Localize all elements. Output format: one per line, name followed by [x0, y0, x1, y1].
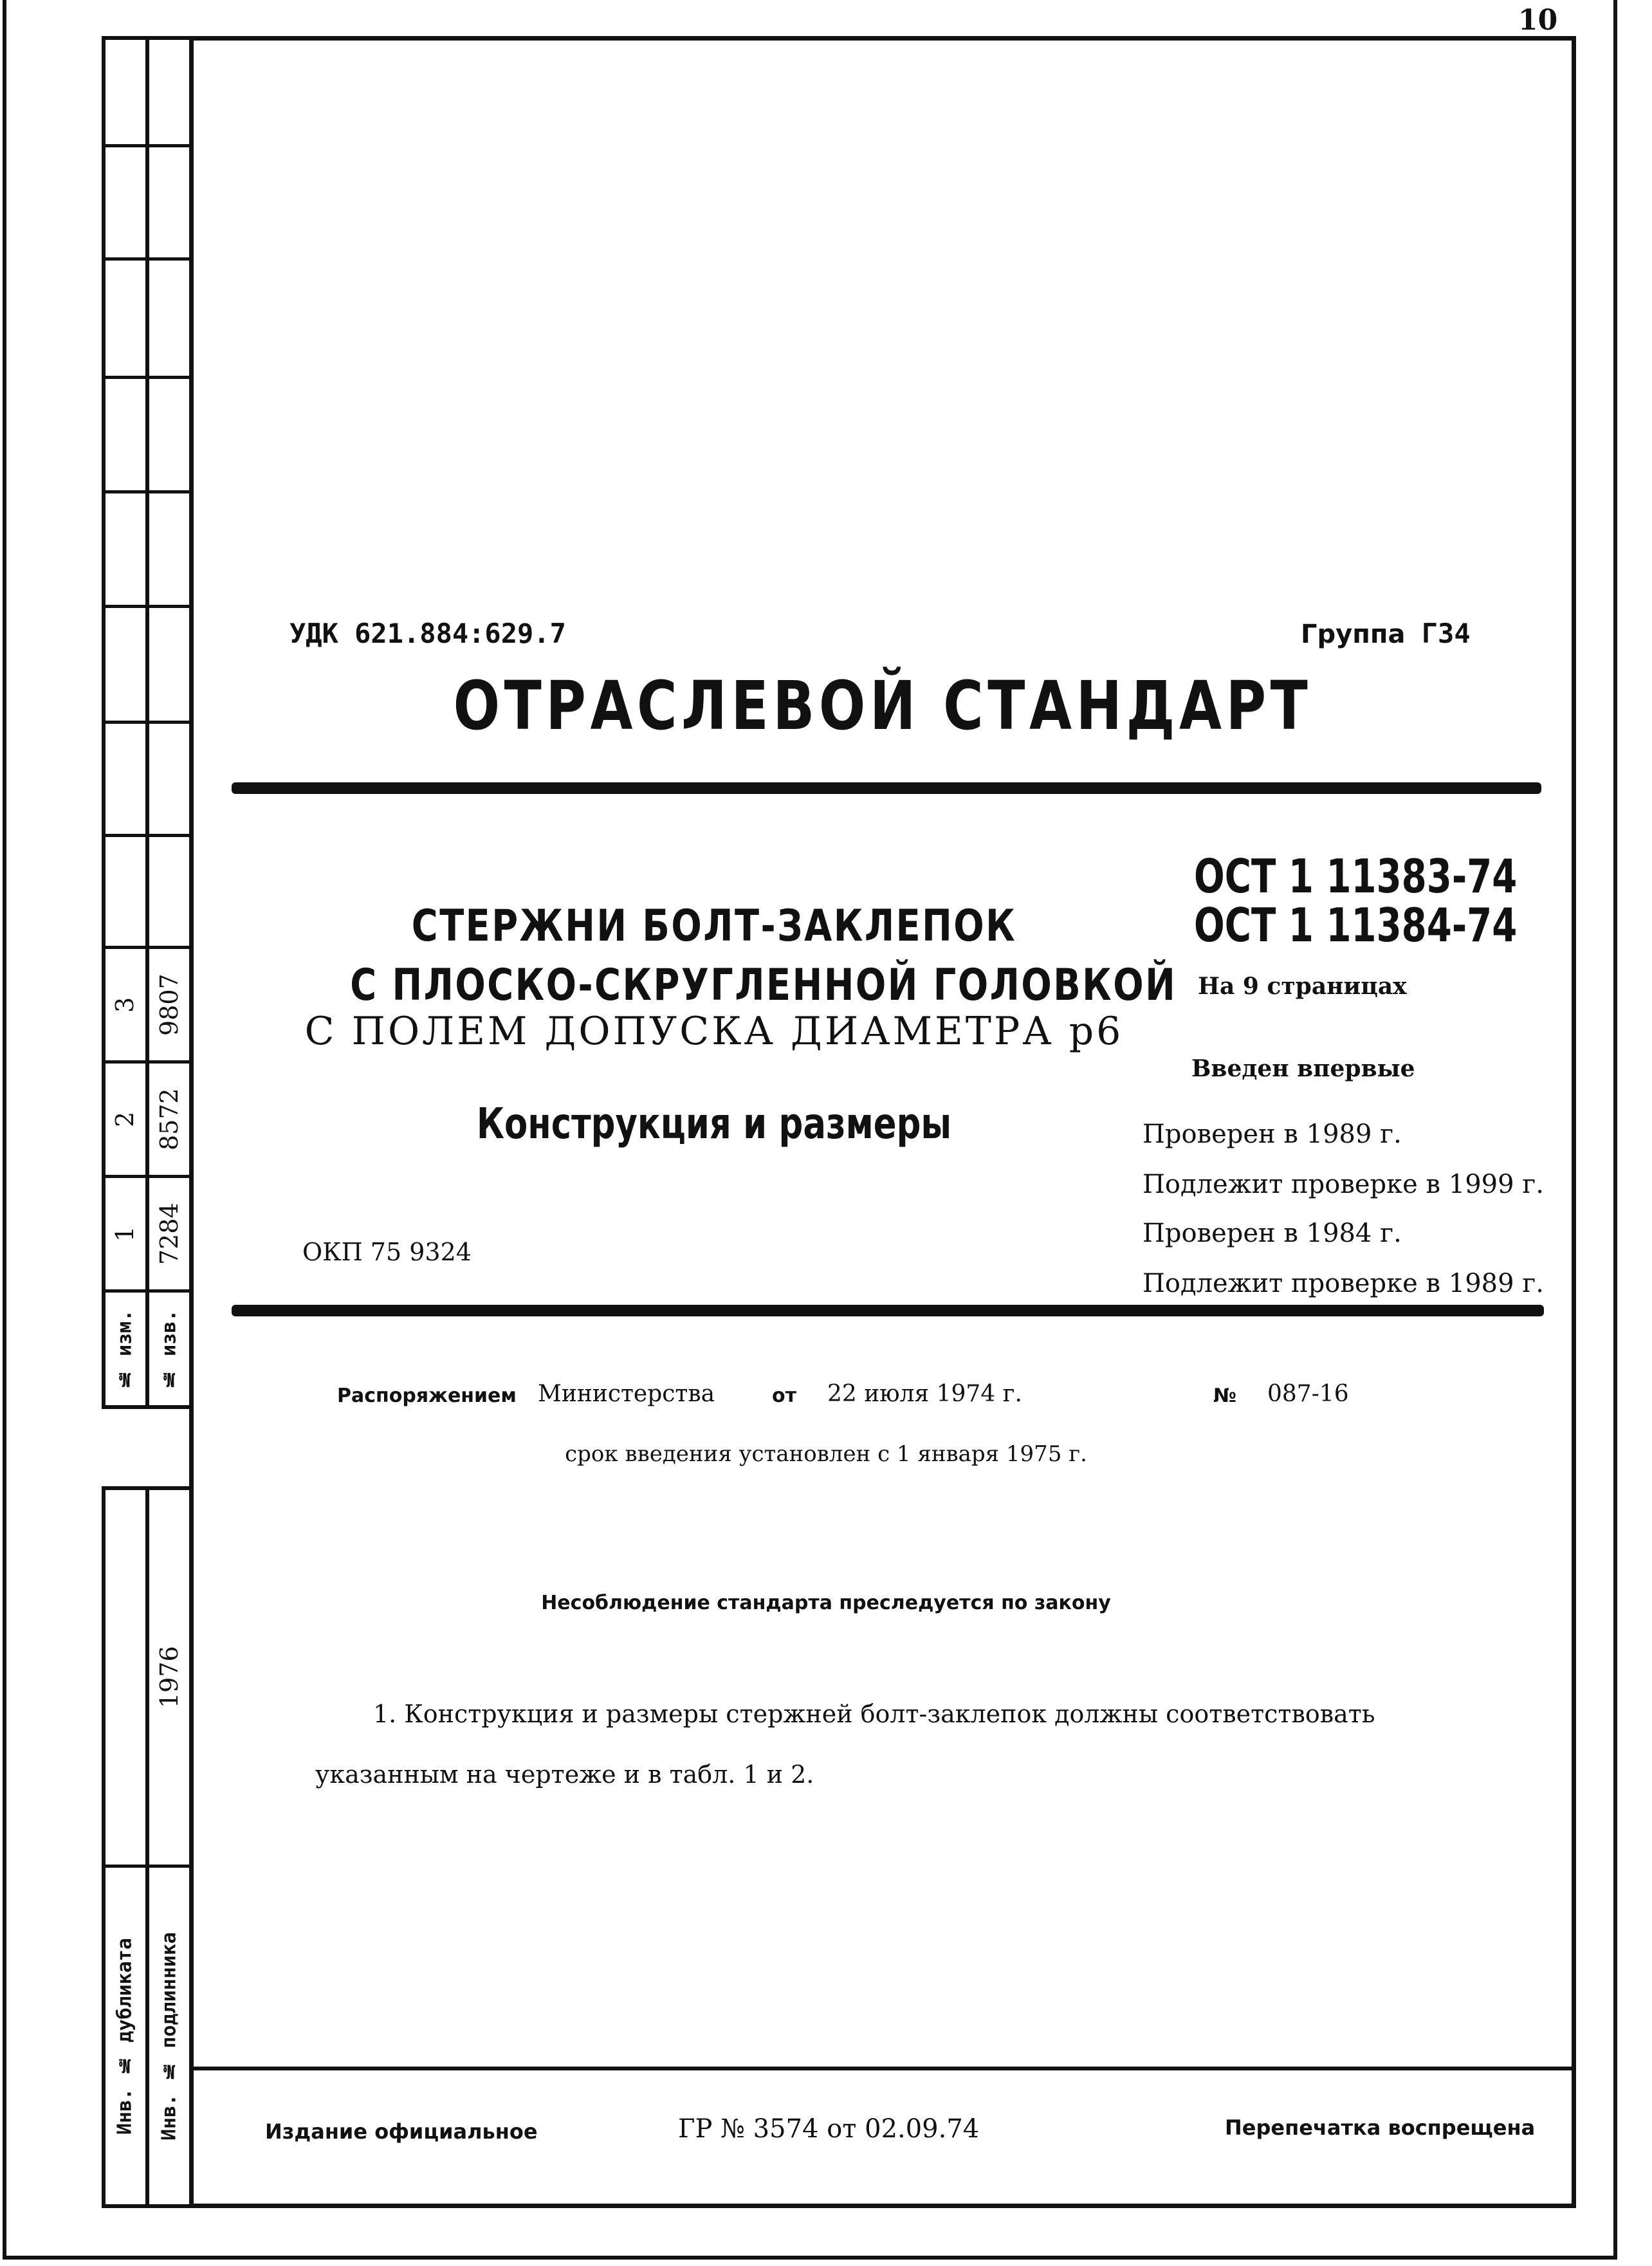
stub-header-notice: № изв.: [158, 1309, 181, 1390]
stub-row-line: [102, 376, 193, 379]
stub-line-top: [102, 36, 193, 40]
stub-header-change: № изм.: [113, 1309, 136, 1390]
check-note-2: Подлежит проверке в 1999 г.: [1143, 1170, 1544, 1199]
stub-row-line: [102, 721, 193, 724]
stub-row-line: [102, 1289, 193, 1293]
group-code: [1301, 618, 1471, 649]
stub-row-line: [102, 834, 193, 837]
stub-dup-label: Инв. № дубликата: [113, 1938, 136, 2135]
stub2-row-line: [102, 1865, 193, 1868]
order-ministry: Министерства: [538, 1381, 715, 1407]
stub-row-line: [102, 490, 193, 493]
outer-frame-bottom: [3, 2256, 1617, 2260]
paragraph-1-line-2: указанным на чертеже и в табл. 1 и 2.: [315, 1760, 814, 1789]
top-thick-rule: [232, 782, 1541, 794]
page-number: 10: [1518, 4, 1558, 37]
order-number: 087-16: [1267, 1381, 1349, 1407]
doc-title-line-1: СТЕРЖНИ БОЛТ-ЗАКЛЕПОК: [411, 901, 1017, 952]
check-note-3: Проверен в 1984 г.: [1143, 1219, 1402, 1248]
stub-notice-1: 7284: [155, 1202, 183, 1266]
stub-row-line: [102, 257, 193, 261]
order-date: 22 июля 1974 г.: [827, 1381, 1022, 1407]
order-from: от: [772, 1385, 796, 1407]
ost-code-1: ОСТ 1 11383-74: [1194, 849, 1518, 903]
stub2-line-bottom: [102, 2204, 193, 2208]
stub-change-3: 3: [111, 997, 139, 1013]
stub-notice-3: 9807: [155, 973, 183, 1036]
stub-row-line: [102, 605, 193, 608]
group-label: Группа: [1301, 620, 1406, 649]
check-note-1: Проверен в 1989 г.: [1143, 1119, 1402, 1149]
stub-notice-2: 8572: [155, 1088, 183, 1151]
footer-registration: ГР № 3574 от 02.09.74: [678, 2114, 980, 2144]
outer-frame-right: [1613, 0, 1617, 2260]
stub-year: 1976: [155, 1646, 183, 1709]
okp-code: ОКП 75 9324: [302, 1238, 472, 1266]
outer-frame-left: [3, 0, 6, 2260]
bottom-thick-rule: [232, 1305, 1544, 1316]
group-value: Г34: [1421, 618, 1471, 649]
check-note-4: Подлежит проверке в 1989 г.: [1143, 1269, 1544, 1298]
ost-code-2: ОСТ 1 11384-74: [1194, 898, 1518, 952]
footer-reprint-notice: Перепечатка воспрещена: [1225, 2115, 1536, 2140]
pages-count: На 9 страницах: [1198, 973, 1407, 1000]
doc-subtitle: Конструкция и размеры: [476, 1099, 952, 1148]
order-number-label: №: [1213, 1385, 1237, 1407]
footer-divider: [189, 2067, 1576, 2070]
stub-orig-label: Инв. № подлинника: [158, 1932, 181, 2141]
effective-date: срок введения установлен с 1 января 1975 г.: [565, 1441, 1087, 1467]
stub-change-2: 2: [111, 1111, 139, 1128]
doc-title-line-3: С ПОЛЕМ ДОПУСКА ДИАМЕТРА р6: [304, 1009, 1124, 1054]
stub-row-line: [102, 1175, 193, 1178]
stub-row-line: [102, 946, 193, 949]
main-title: ОТРАСЛЕВОЙ СТАНДАРТ: [453, 667, 1312, 745]
footer-edition: Издание официальное: [265, 2119, 538, 2144]
order-prefix: Распоряжением: [337, 1385, 517, 1407]
stub-change-1: 1: [111, 1226, 139, 1242]
doc-title-line-2: С ПЛОСКО-СКРУГЛЕННОЙ ГОЛОВКОЙ: [350, 960, 1177, 1011]
law-notice: Несоблюдение стандарта преследуется по закону: [541, 1592, 1111, 1614]
paragraph-1-line-1: 1. Конструкция и размеры стержней болт-заклепок должны соответствовать: [373, 1700, 1375, 1728]
stub-row-line: [102, 1060, 193, 1064]
stub-row-line: [102, 144, 193, 147]
introduced-note: Введен впервые: [1191, 1055, 1415, 1082]
udk-code: УДК 621.884:629.7: [289, 618, 566, 649]
